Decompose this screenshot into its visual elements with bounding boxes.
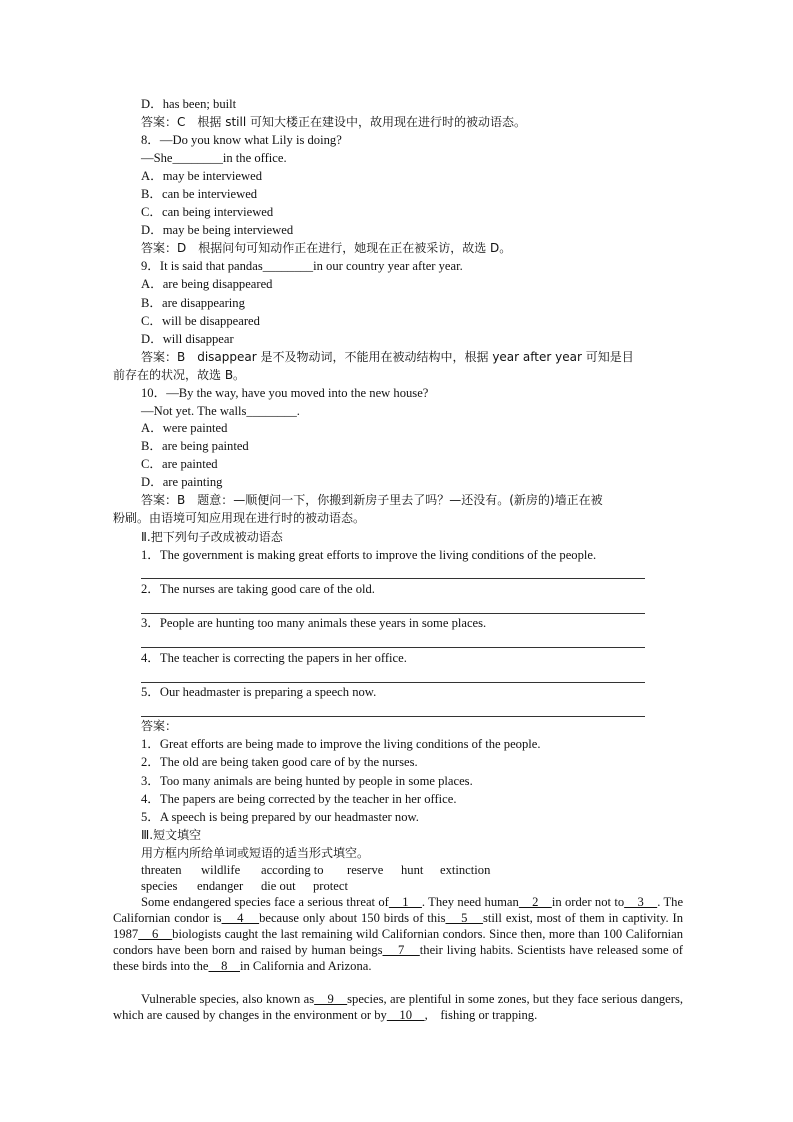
section-2-heading: Ⅱ.把下列句子改成被动语态 [141, 530, 283, 544]
instructions: 用方框内所给单词或短语的适当形式填空。 [141, 846, 370, 860]
question-9: 9．It is said that pandas________in our country year after year. [141, 259, 463, 273]
option-d: D．may be being interviewed [141, 223, 294, 237]
section-3-heading: Ⅲ.短文填空 [141, 828, 202, 842]
word-item: threaten [141, 863, 182, 877]
blank-8[interactable]: 8 [208, 959, 240, 974]
option-b: B．are disappearing [141, 296, 245, 310]
blank-4[interactable]: 4 [221, 911, 260, 926]
question-8-reply: —She________in the office. [141, 151, 287, 165]
answer-line [141, 647, 645, 648]
word-item: protect [313, 879, 348, 893]
word-item: species [141, 879, 178, 893]
word-item: wildlife [201, 863, 241, 877]
option-c: C．are painted [141, 457, 218, 471]
option-d: D．will disappear [141, 332, 234, 346]
word-item: reserve [347, 863, 384, 877]
answer-10-line1: 答案：B 题意：—顺便问一下，你搬到新房子里去了吗？—还没有。(新房的)墙正在被 [141, 493, 603, 507]
passage-paragraph-2: Vulnerable species, also known as 9 species, are plentiful in some zones, but they face serious dangers, which are caused by changes in the environment or by 10 , fishing or trapping. [113, 992, 684, 1023]
answer-8: 答案：D 根据问句可知动作正在进行，她现在正在被采访，故选 D。 [141, 241, 512, 255]
blank-9[interactable]: 9 [314, 992, 348, 1006]
answer-3: 3．Too many animals are being hunted by people in some places. [141, 774, 473, 788]
blank-2[interactable]: 2 [518, 895, 552, 909]
blank-10[interactable]: 10 [386, 1008, 425, 1023]
option-d: D．has been; built [141, 97, 237, 111]
option-a: A．were painted [141, 421, 228, 435]
answer-2: 2．The old are being taken good care of by the nurses. [141, 755, 418, 769]
answer-line [141, 578, 645, 579]
answer-label: 答案： [141, 719, 178, 733]
option-c: C．can being interviewed [141, 205, 274, 219]
blank-5[interactable]: 5 [445, 911, 484, 926]
exercise-4: 4．The teacher is correcting the papers in her office. [141, 651, 407, 665]
word-box-row-1 [141, 862, 490, 879]
answer-5: 5．A speech is being prepared by our headmaster now. [141, 810, 419, 824]
question-10-reply: —Not yet. The walls________. [141, 404, 300, 418]
answer-9-line2: 前存在的状况，故选 B。 [113, 368, 246, 382]
option-a: A．may be interviewed [141, 169, 262, 183]
answer-10-line2: 粉刷。由语境可知应用现在进行时的被动语态。 [113, 511, 366, 525]
blank-3[interactable]: 3 [624, 895, 658, 909]
answer-line [141, 613, 645, 614]
exercise-2: 2．The nurses are taking good care of the old. [141, 582, 375, 596]
answer-4: 4．The papers are being corrected by the teacher in her office. [141, 792, 457, 806]
word-item: extinction [440, 863, 491, 877]
option-c: C．will be disappeared [141, 314, 260, 328]
question-8: 8．—Do you know what Lily is doing? [141, 133, 342, 147]
answer-line [141, 716, 645, 717]
word-box-row-2 [141, 878, 348, 895]
exercise-3: 3．People are hunting too many animals these years in some places. [141, 616, 487, 630]
word-item: according to [261, 863, 324, 877]
option-b: B．are being painted [141, 439, 249, 453]
word-item: hunt [401, 863, 424, 877]
option-b: B．can be interviewed [141, 187, 258, 201]
blank-7[interactable]: 7 [382, 943, 420, 958]
exercise-1: 1．The government is making great efforts to improve the living conditions of the people. [141, 548, 597, 562]
blank-6[interactable]: 6 [138, 927, 173, 942]
answer-1: 1．Great efforts are being made to improve the living conditions of the people. [141, 737, 541, 751]
exercise-5: 5．Our headmaster is preparing a speech now. [141, 685, 377, 699]
answer-9-line1: 答案：B disappear 是不及物动词，不能用在被动结构中，根据 year after year 可知是目 [141, 350, 634, 364]
answer-line [141, 682, 645, 683]
passage-paragraph-1: Some endangered species face a serious threat of 1 . They need human 2 in order not to 3 . The Californian condor is 4 because only about 150 birds of this 5 still exist, most of them in captivity. In 1987 6 biologists caught the last remaining wild Californian condors. Since then, more than 100 Californian condors have been born and raised by human beings 7 their living habits. Scientists have released some of these birds into the 8 in California and Arizona. [113, 895, 684, 974]
option-a: A．are being disappeared [141, 277, 273, 291]
question-10: 10．—By the way, have you moved into the new house? [141, 386, 429, 400]
blank-1[interactable]: 1 [388, 895, 422, 909]
option-d: D．are painting [141, 475, 223, 489]
word-item: die out [261, 879, 296, 893]
word-item: endanger [197, 879, 244, 893]
answer-7: 答案：C 根据 still 可知大楼正在建设中，故用现在进行时的被动语态。 [141, 115, 526, 129]
